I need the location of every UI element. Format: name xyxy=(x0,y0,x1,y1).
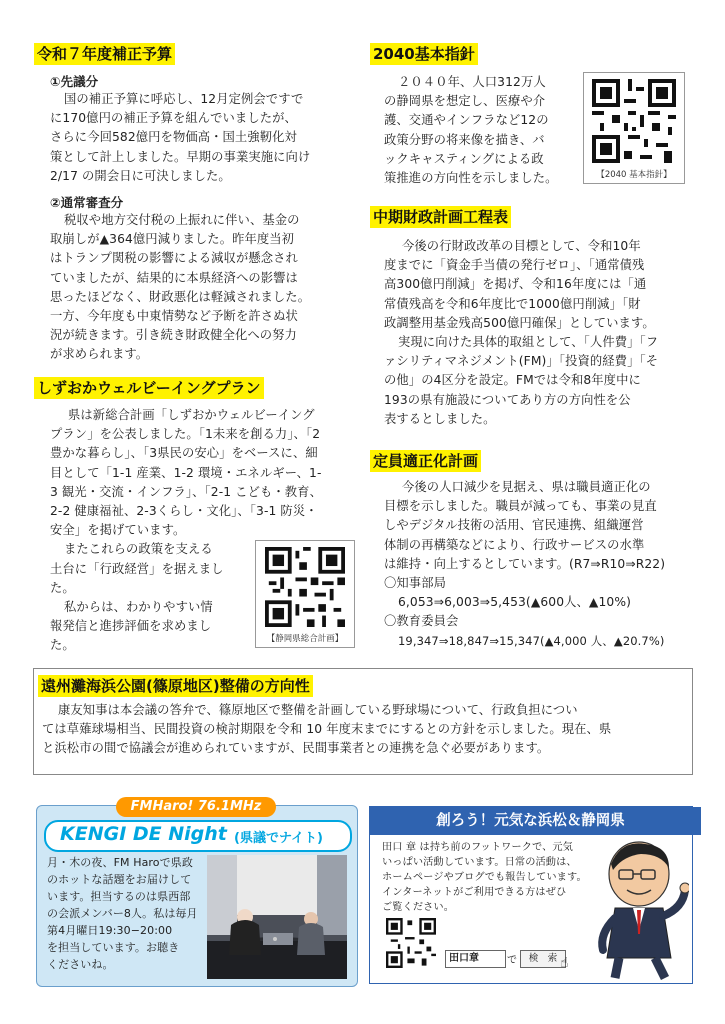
line: 目標を示しました。職員が減っても、事業の見直 xyxy=(384,499,657,514)
paragraph-fiscal xyxy=(384,237,694,429)
line: 今後の行財政改革の目標として、令和10年 xyxy=(402,239,641,253)
line: ホームページやブログでも報告しています。 xyxy=(382,872,587,883)
line: 安全」を掲げています。 xyxy=(50,523,186,538)
line: 豊かな暮らし」、「3県民の安心」をベースに、細 xyxy=(50,446,318,461)
line: 2-2 健康福祉、2-3くらし・文化」、「3-1 防災・ xyxy=(50,504,318,519)
line: はトランプ関税の影響による減収が懸念され xyxy=(50,251,298,266)
caricature-illustration xyxy=(585,838,689,984)
line: 況が続きます。引き続き財政健全化への努力 xyxy=(50,328,297,343)
line: しやデジタル技術の活用、官民連携、組織運営 xyxy=(384,518,644,533)
line: 193の県有施設についてあり方の方向性を公 xyxy=(384,392,631,407)
paragraph-regular xyxy=(50,211,360,365)
heading-supplementary-budget: 令和７年度補正予算 xyxy=(34,43,175,65)
line: さらに今回582億円を物価高・国土強靭化対 xyxy=(50,130,297,145)
qr-general-plan[interactable] xyxy=(255,540,355,648)
line: 報発信と進捗評価を求めまし xyxy=(50,619,212,634)
line: ていましたが、結果的に本県経済への影響は xyxy=(50,270,298,285)
line: ご覧ください。 xyxy=(382,902,455,913)
line: 表するとしました。 xyxy=(384,411,496,426)
line: 護、交通やインフラなど12の xyxy=(384,113,549,128)
heading-wellbeing-plan: しずおかウェルビーイングプラン xyxy=(34,377,264,399)
line: た。 xyxy=(50,638,75,653)
line: 土台に「行政経営」を据えまし xyxy=(50,561,224,576)
heading-park-plan: 遠州灘海浜公園(篠原地区)整備の方向性 xyxy=(38,675,313,697)
line: 常債残高を令和6年度比で1000億円削減」「財 xyxy=(384,296,641,311)
line: のホットな話題をお届けして xyxy=(47,873,192,886)
heading-staffing-plan: 定員適正化計画 xyxy=(370,450,481,472)
pointer-hand-icon: ☝ xyxy=(560,955,569,971)
line: 実現に向けた具体的取組として、「人件費」「フ xyxy=(398,335,659,350)
line: 2/17 の開会日に可決しました。 xyxy=(50,168,231,183)
line: の他」の4区分を設定。FMでは令和8年度中に xyxy=(384,373,641,388)
search-de-label: で xyxy=(507,955,517,966)
line: 目として「1-1 産業、1-2 環境・エネルギー、1- xyxy=(50,465,322,480)
qr-code-icon xyxy=(592,79,676,163)
line: またこれらの政策を支える xyxy=(64,542,213,557)
radio-title: KENGI DE Night xyxy=(60,823,227,845)
list-value-governor: 6,053⇒6,003⇒5,453(▲600人、▲10%) xyxy=(398,595,632,610)
qr-caption: 【2040 基本指針】 xyxy=(596,170,672,180)
promo-header: 創ろう！元気な浜松＆静岡県 xyxy=(370,807,701,835)
qr-code-icon xyxy=(386,918,436,968)
list-label-governor: 〇知事部局 xyxy=(384,576,446,591)
line: 3 観光・交流・インフラ」、「2-1 こども・教育、 xyxy=(50,484,322,499)
radio-title-sub: (県議でナイト) xyxy=(234,831,323,846)
line: 国の補正予算に呼応し、12月定例会ですで xyxy=(64,92,304,106)
line: 体制の再構築などにより、行政サービスの水準 xyxy=(384,537,645,552)
subheading-regular: ②通常審査分 xyxy=(50,195,124,210)
paragraph-park xyxy=(42,701,687,759)
line: と浜松市の間で協議会が進められていますが、民間事業者との連携を急ぐ必要があります。 xyxy=(42,741,550,756)
qr-2040-guideline[interactable] xyxy=(583,72,685,184)
line: 高300億円削減」を掲げ、令和16年度には「通 xyxy=(384,277,647,292)
line: プラン」を公表しました。「1未来を創る力」、「2 xyxy=(50,427,321,442)
line: 策として計上しました。早期の事業実施に向け xyxy=(50,149,311,164)
line: ックキャスティングによる政 xyxy=(384,151,544,166)
line: インターネットがご利用できる方はぜひ xyxy=(382,887,567,898)
line: 一方、今年度も中東情勢など予断を許さぬ状 xyxy=(50,309,298,324)
line: が求められます。 xyxy=(50,347,149,362)
list-value-education: 19,347⇒18,847⇒15,347(▲4,000 人、▲20.7%) xyxy=(398,633,665,648)
line: ２０４０年、人口312万人 xyxy=(398,75,546,89)
qr-code-icon xyxy=(264,547,346,627)
search-button[interactable]: 検 索 xyxy=(520,950,566,968)
promo-qr[interactable] xyxy=(386,918,436,968)
studio-photo xyxy=(207,855,347,979)
line: の会派メンバー8人。私は毎月 xyxy=(47,907,198,920)
line: 月・木の夜、FM Haroで県政 xyxy=(47,856,193,869)
line: 康友知事は本会議の答弁で、篠原地区で整備を計画している野球場について、行政負担につい xyxy=(58,703,578,717)
line: ては草薙球場相当、民間投資の検討期限を令和 10 年度末までにするとの方針を示しました。現在、県 xyxy=(42,722,612,737)
line: 今後の人口減少を見据え、県は職員適正化の xyxy=(402,480,651,494)
line: 第4月曜日19:30−20:00 xyxy=(47,924,173,937)
line: に170億円の補正予算を組んでいましたが、 xyxy=(50,111,297,126)
studio-photo-image xyxy=(207,855,347,979)
list-label-education: 〇教育委員会 xyxy=(384,614,459,629)
line: は維持・向上するとしています。(R7⇒R10⇒R22) xyxy=(384,556,666,571)
line: 政策分野の将来像を描き、バ xyxy=(384,132,545,147)
search-name-field[interactable]: 田口章 xyxy=(445,950,506,968)
caricature-image xyxy=(585,838,689,980)
paragraph-2040 xyxy=(384,73,584,188)
line: 策推進の方向性を示しました。 xyxy=(384,171,558,186)
line: 政調整用基金残高500億円確保」としています。 xyxy=(384,315,655,330)
radio-title-bar xyxy=(44,820,352,852)
line: 田口 章 は持ち前のフットワークで、元気 xyxy=(382,842,573,853)
line: 思ったほどなく、財政悪化は軽減されました。 xyxy=(50,289,311,304)
line: ァシリティマネジメント(FM)」「投資的経費」「そ xyxy=(384,354,659,369)
heading-mid-term-fiscal-plan: 中期財政計画工程表 xyxy=(370,206,511,228)
promo-text xyxy=(382,840,602,915)
heading-2040-guideline: 2040基本指針 xyxy=(370,43,478,65)
line: 度までに「資金手当債の発行ゼロ」、「通常債残 xyxy=(384,258,645,273)
line: の静岡県を想定し、医療や介 xyxy=(384,94,546,109)
paragraph-advance xyxy=(50,90,360,186)
line: た。 xyxy=(50,580,75,595)
line: 取崩しが▲364億円減りました。昨年度当初 xyxy=(50,232,295,247)
line: を担当しています。お聴き xyxy=(47,941,180,954)
line: 税収や地方交付税の上振れに伴い、基金の xyxy=(64,213,300,227)
qr-caption: 【静岡県総合計画】 xyxy=(266,634,344,644)
subheading-advance: ①先議分 xyxy=(50,74,99,89)
radio-text xyxy=(47,854,207,973)
line: いっぱい活動しています。日常の活動は、 xyxy=(382,857,577,868)
radio-station-label: FMHaro! 76.1MHz xyxy=(116,797,276,817)
paragraph-staffing xyxy=(384,478,694,651)
line: くださいね。 xyxy=(47,958,114,971)
line: 私からは、わかりやすい情 xyxy=(64,600,213,615)
line: います。担当するのは県西部 xyxy=(47,890,191,903)
line: 県は新総合計画「しずおかウェルビーイング xyxy=(68,408,315,422)
